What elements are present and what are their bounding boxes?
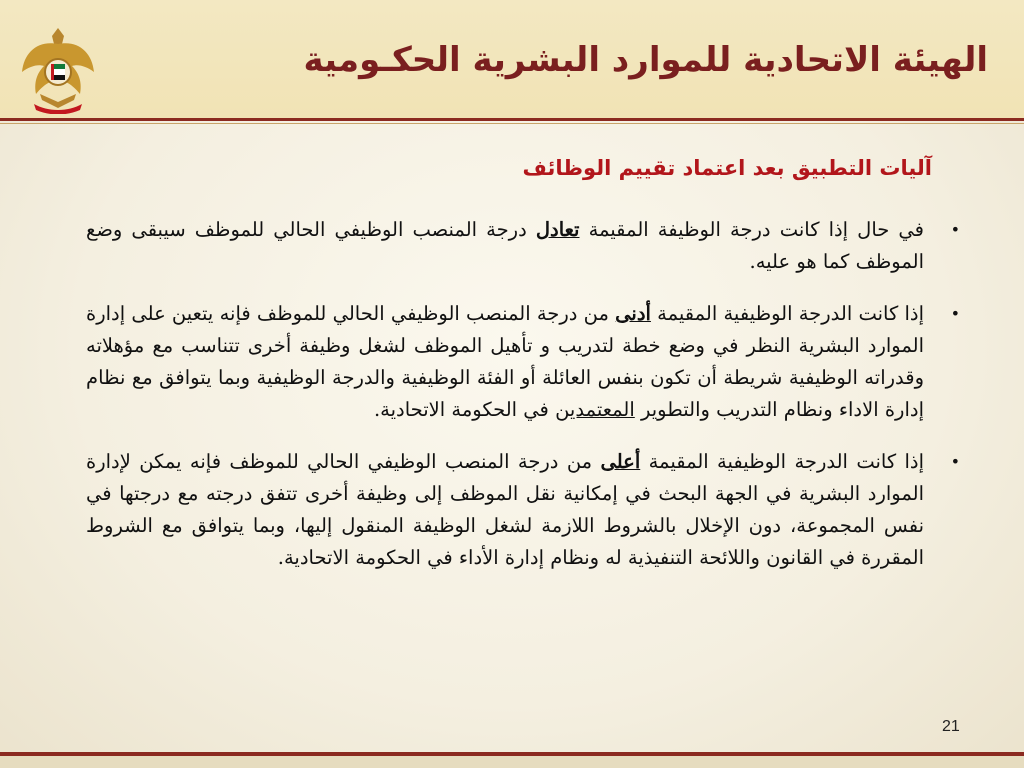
bullet-marker: •	[950, 220, 960, 239]
bullet-text-part: في الحكومة الاتحادية.	[373, 398, 556, 421]
bullet-text-part: إذا كانت الدرجة الوظيفية المقيمة	[640, 450, 924, 473]
slide-heading: آليات التطبيق بعد اعتماد تقييم الوظائف	[522, 156, 932, 180]
emphasis-higher: أعلى	[600, 450, 641, 473]
organization-title: الهيئة الاتحادية للموارد البشرية الحكـومية	[303, 40, 988, 80]
bullet-higher-grade	[86, 446, 966, 574]
header-banner	[0, 0, 1024, 118]
page-number: 21	[942, 718, 960, 735]
header-divider-thin	[0, 123, 1024, 124]
bullet-text-part: في حال إذا كانت درجة الوظيفة المقيمة	[579, 218, 925, 241]
footer-band	[0, 756, 1024, 768]
bullet-text	[86, 446, 924, 574]
bullet-text-part: من درجة المنصب الوظيفي الحالي للموظف فإنه يمكن لإدارة الموارد البشرية في الجهة البحث في إمكانية نقل الموظف إلى وظيفة أخرى تتفق درجته مع درجتها في نفس المجموعة، دون الإخلال بالشروط اللازمة لشغل الوظيفة المنقول إليها، وبما يتوافق مع الشروط المقررة في القانون واللائحة التنفيذية له ونظام إدارة الأداء في الحكومة الاتحادية.	[86, 450, 924, 569]
uae-falcon-emblem-icon	[18, 22, 98, 114]
bullet-text	[86, 298, 924, 426]
bullet-equal-grade	[86, 214, 966, 278]
emphasis-lower: أدنى	[615, 302, 651, 325]
bullet-text-part: درجة المنصب الوظيفي الحالي للموظف سيبقى وضع الموظف كما هو عليه.	[86, 218, 924, 273]
bullet-text-part: من درجة المنصب الوظيفي الحالي للموظف فإنه يتعين على إدارة الموارد البشرية النظر في وضع خطة لتدريب و تأهيل الموظف لشغل وظيفة أخرى تتناسب مع مؤهلاته وقدراته الوظيفية شريطة أن تكون بنفس العائلة أو الفئة الوظيفية والدرجة الوظيفية وبما يتوافق مع نظام إدارة الاداء ونظام التدريب والتطوير	[86, 302, 924, 421]
header-divider	[0, 118, 1024, 121]
bullet-marker: •	[950, 452, 960, 471]
bullet-lower-grade	[86, 298, 966, 426]
bullet-marker: •	[950, 304, 960, 323]
bullet-text	[86, 214, 924, 278]
emphasis-equal: تعادل	[535, 218, 580, 241]
bullet-list	[86, 214, 966, 594]
underlined-approved: المعتمدين	[555, 398, 635, 421]
bullet-text-part: إذا كانت الدرجة الوظيفية المقيمة	[650, 302, 924, 325]
